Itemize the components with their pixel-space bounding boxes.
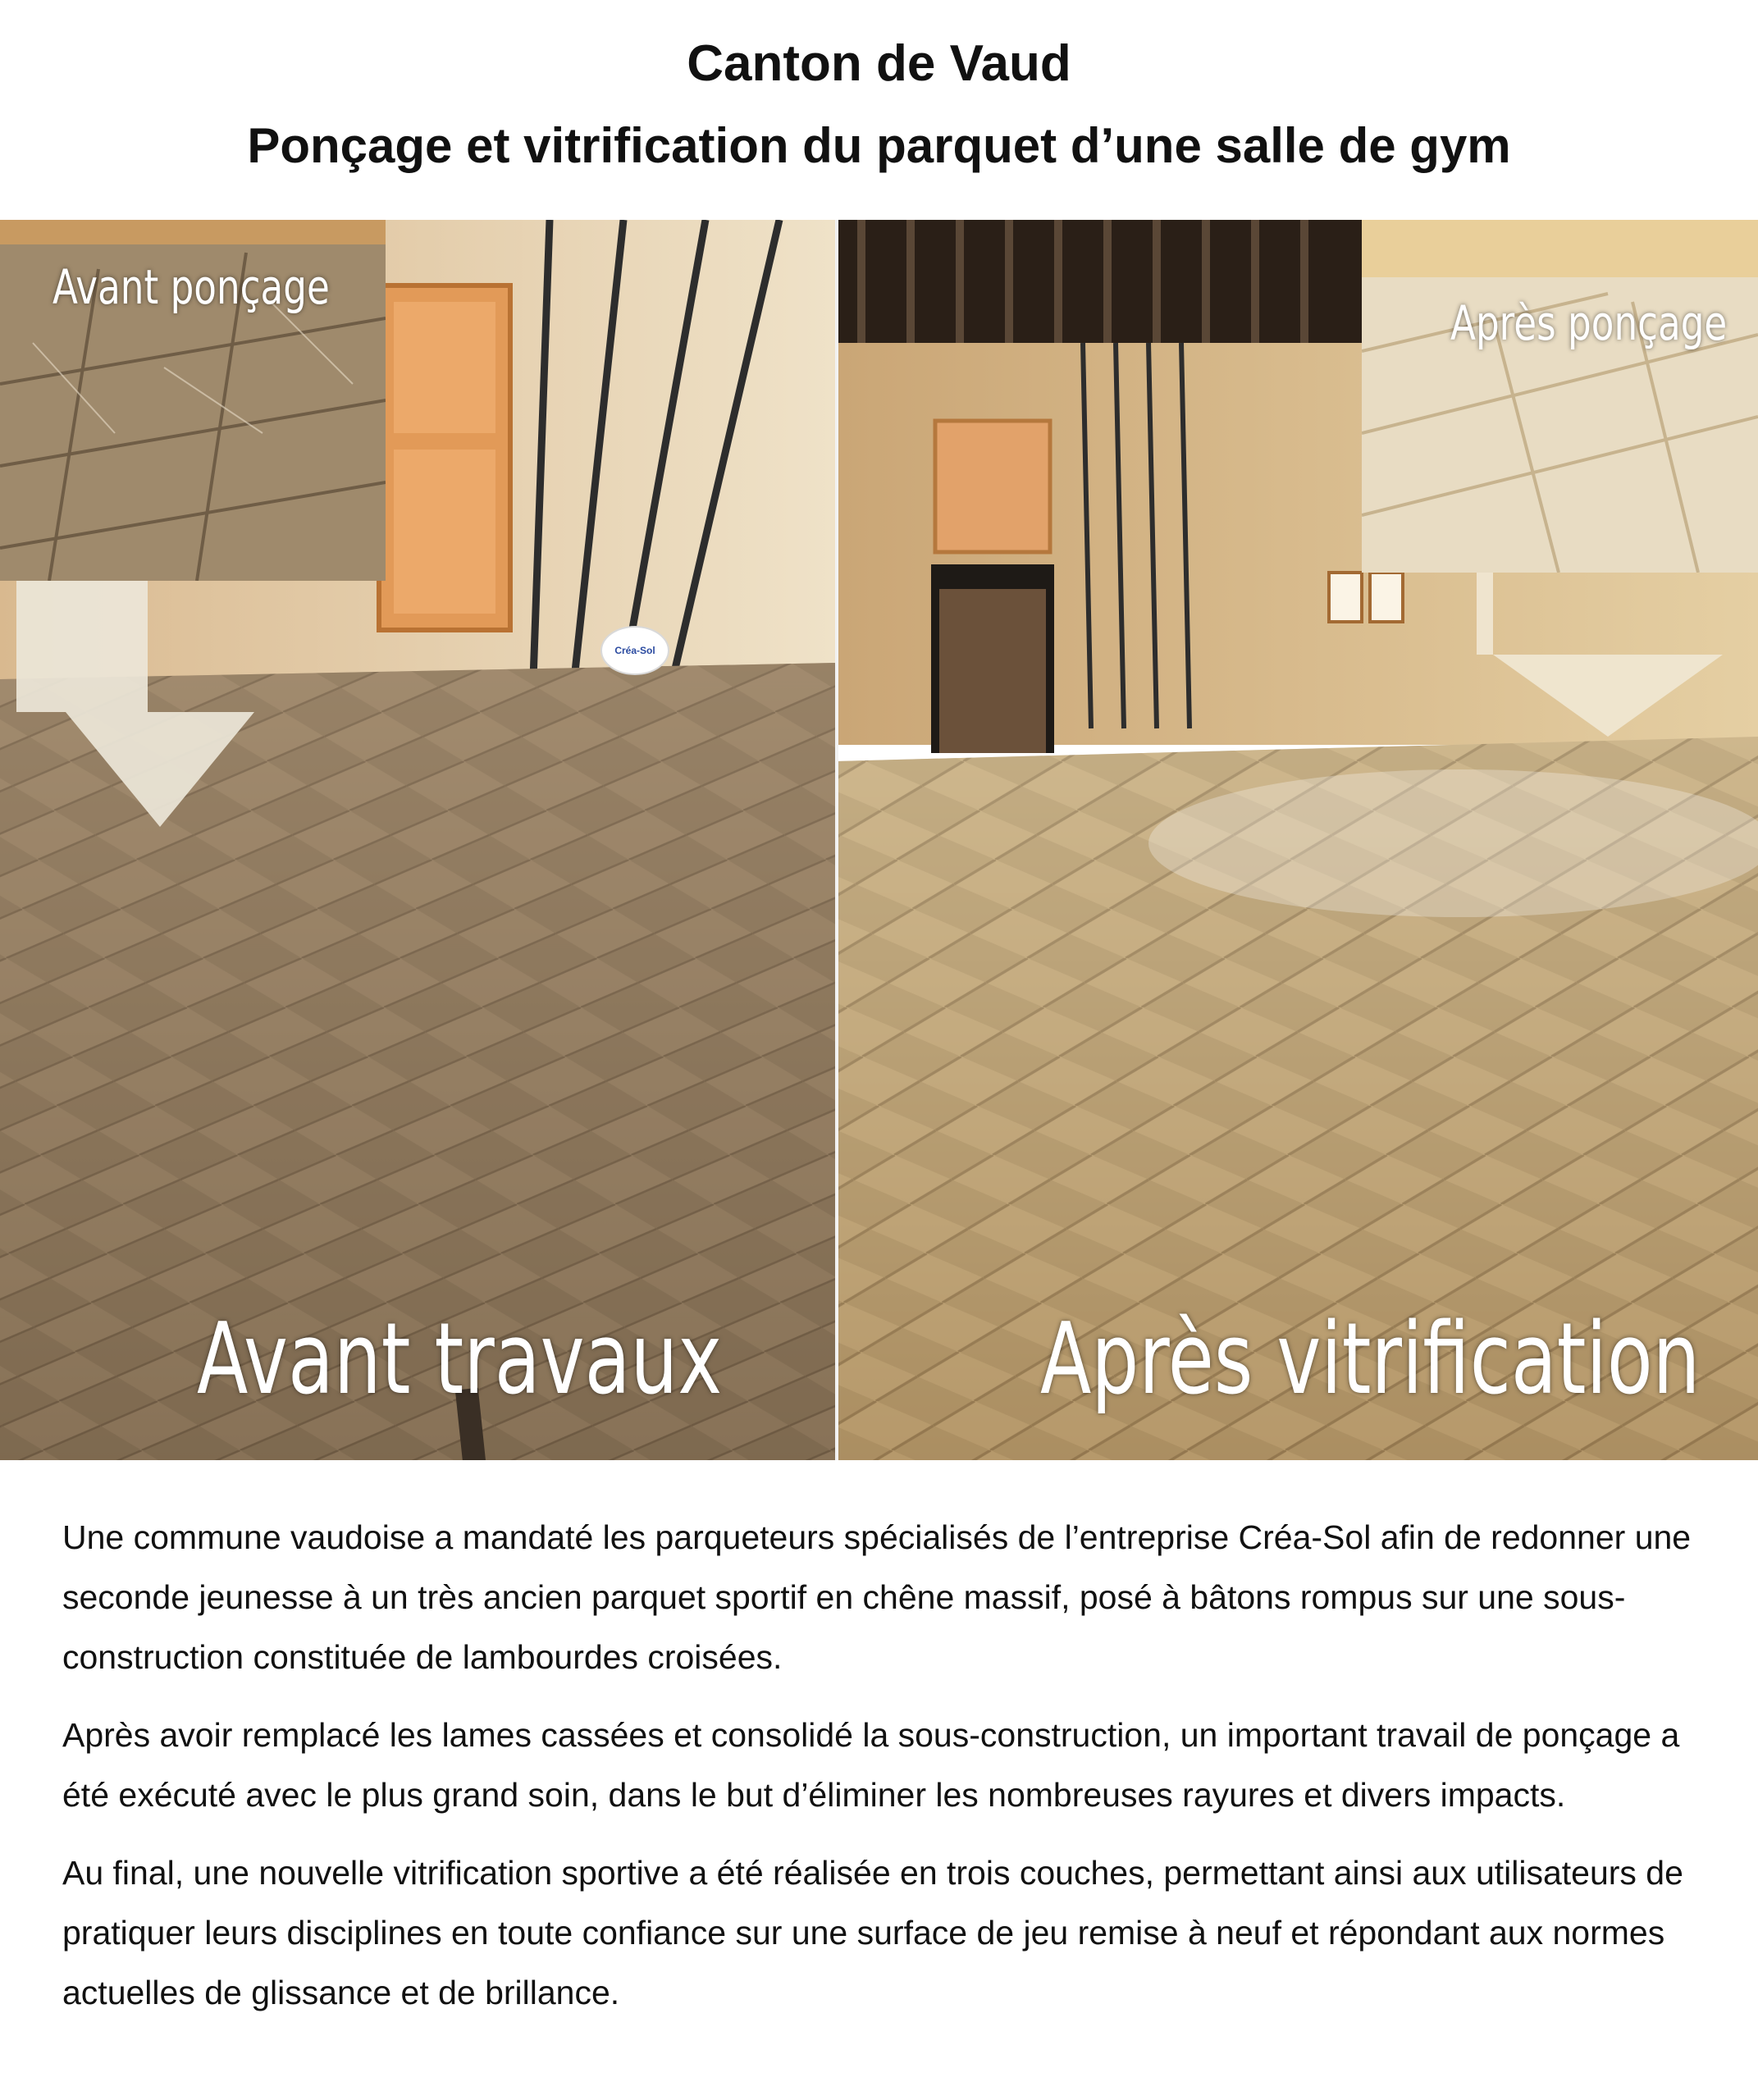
after-sanding-inset [1362, 220, 1758, 573]
sanded-floor-closeup [1362, 220, 1758, 573]
document-subtitle: Ponçage et vitrification du parquet d’une salle de gym [247, 118, 1511, 173]
crea-sol-logo: Créa-Sol [600, 626, 669, 675]
description-paragraph: Une commune vaudoise a mandaté les parqueteurs spécialisés de l’entreprise Créa-Sol afin de redonner une seconde jeunesse à un très ancien parquet sportif en chêne massif, posé à bâtons rompus sur une sous-construction constituée de lambourdes croisées. [62, 1518, 1692, 1676]
photo-divider [835, 220, 838, 1460]
before-works-label: Avant travaux [197, 1303, 723, 1417]
before-sanding-label: Avant ponçage [53, 259, 330, 315]
before-after-photo [0, 220, 1758, 1460]
arrow-down-icon [1477, 573, 1739, 983]
after-sanding-label: Après ponçage [1450, 295, 1728, 351]
arrow-down-icon [0, 581, 287, 975]
after-vitrification-label: Après vitrification [1040, 1303, 1701, 1417]
description-paragraph: Après avoir remplacé les lames cassées et consolidé la sous-construction, un important travail de ponçage a été exécuté avec le plus grand soin, dans le but d’éliminer les nombreuses rayures et divers impacts. [62, 1716, 1680, 1814]
description-paragraph: Au final, une nouvelle vitrification sportive a été réalisée en trois couches, permettant ainsi aux utilisateurs de pratiquer leurs disciplines en toute confiance sur une surface de jeu remise à neuf et répondant aux normes actuelles de glissance et de brillance. [62, 1854, 1683, 2011]
description-text [62, 1508, 1703, 2041]
document-title: Canton de Vaud [687, 35, 1071, 92]
